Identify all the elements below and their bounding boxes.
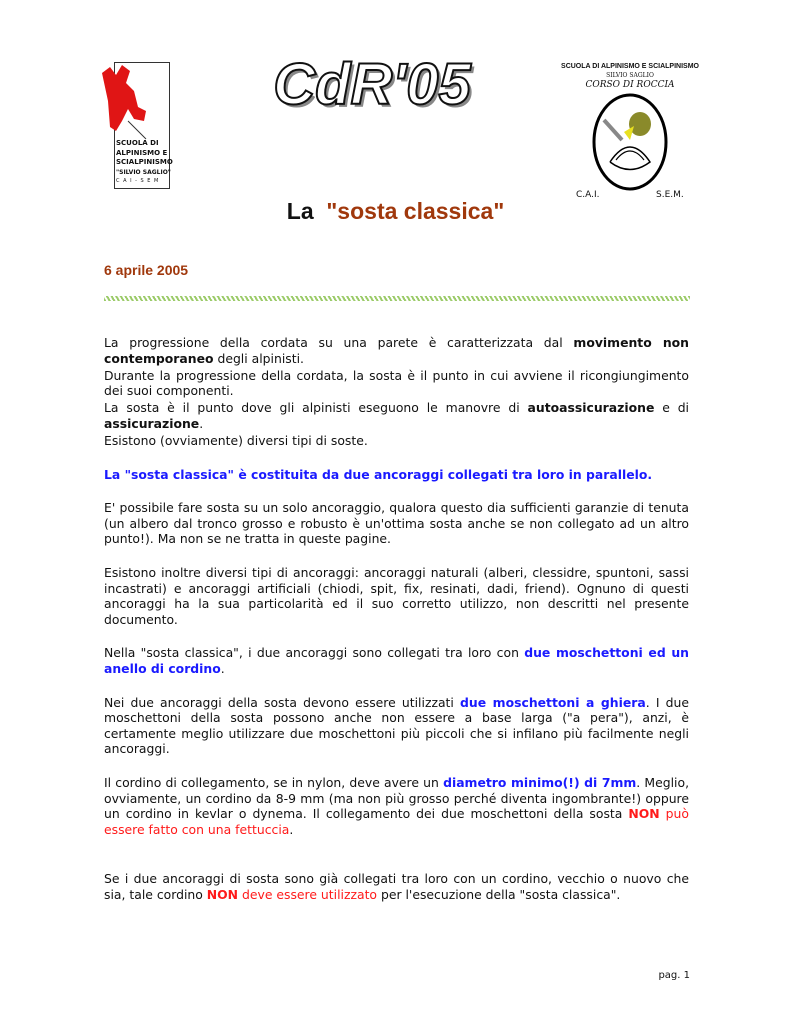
text: Se i due ancoraggi di sosta sono già collegati tra loro con un cordino, vecchio o nuovo che sia, tale cordino bbox=[104, 871, 689, 902]
highlight-text: diametro minimo(!) di 7mm bbox=[443, 774, 637, 790]
text: La sosta è il punto dove gli alpinisti eseguono le manovre di bbox=[104, 400, 528, 416]
text: . bbox=[289, 821, 294, 837]
cdr05-logo: CdR'05 bbox=[273, 52, 471, 117]
school-logo-left bbox=[100, 61, 172, 191]
left-logo-line: "SILVIO SAGLIO" bbox=[116, 168, 171, 176]
paragraph bbox=[104, 645, 689, 676]
highlight-text: due moschettoni a ghiera bbox=[460, 694, 646, 710]
left-logo-text bbox=[116, 139, 172, 187]
page-title bbox=[0, 198, 791, 225]
bold-text: assicurazione bbox=[104, 415, 200, 431]
text: La progressione della cordata su una parete è caratterizzata dal bbox=[104, 335, 574, 350]
document-date: 6 aprile 2005 bbox=[104, 262, 189, 278]
paragraph: Durante la progressione della cordata, la sosta è il punto in cui avviene il ricongiungimento dei suoi componenti. bbox=[104, 367, 689, 399]
text: degli alpinisti. bbox=[213, 350, 304, 366]
text: . Meglio, ovviamente, un cordino da 8-9 mm (ma non più grosso perché diventa ingombrante!) oppure un cordino in kevlar o dynema. Il collegamento dei due moschettoni della sosta bbox=[104, 774, 690, 822]
bold-text: autoassicurazione bbox=[527, 400, 655, 416]
text: Nella "sosta classica", i due ancoraggi sono collegati tra loro con bbox=[104, 645, 525, 661]
warning-text: NON bbox=[206, 886, 239, 902]
right-logo-sem: S.E.M. bbox=[656, 190, 684, 200]
text: Nei due ancoraggi della sosta devono essere utilizzati bbox=[104, 694, 461, 710]
warning-text: deve essere utilizzato bbox=[238, 886, 378, 902]
text: . I due moschettoni della sosta possono anche non essere a base larga ("a pera"), anzi, è certamente meglio utilizzare due moschettoni più piccoli che si infilano più facilmente negli ancoraggi. bbox=[104, 694, 690, 757]
paragraph bbox=[104, 871, 689, 902]
right-logo-cai: C.A.I. bbox=[576, 190, 600, 200]
left-logo-line: C A I - S E M bbox=[116, 178, 160, 184]
left-logo-line: SCUOLA DI bbox=[116, 139, 159, 147]
paragraph: E' possibile fare sosta su un solo ancoraggio, qualora questo dia sufficienti garanzie di tenuta (un albero dal tronco grosso e robusto è un'ottima sosta anche se non collegato ad un altro punto!). Ma non se ne tratta in queste pagine. bbox=[104, 500, 689, 547]
paragraph: Esistono (ovviamente) diversi tipi di soste. bbox=[104, 433, 368, 449]
corso-di-roccia-logo bbox=[561, 62, 699, 202]
paragraph bbox=[104, 695, 689, 757]
text: e di bbox=[654, 400, 689, 416]
text: . bbox=[199, 415, 204, 431]
highlight-text: due moschettoni ed un anello di cordino bbox=[104, 645, 689, 676]
title-quoted: "sosta classica" bbox=[326, 198, 505, 224]
climber-icon bbox=[100, 61, 172, 141]
right-logo-line3: CORSO DI ROCCIA bbox=[585, 80, 675, 90]
left-logo-line: ALPINISMO E bbox=[116, 148, 168, 157]
title-prefix: La bbox=[286, 198, 314, 224]
paragraph bbox=[104, 775, 689, 837]
paragraph bbox=[104, 400, 689, 431]
document-body bbox=[104, 335, 689, 921]
key-statement: La "sosta classica" è costituita da due ancoraggi collegati tra loro in parallelo. bbox=[104, 466, 653, 482]
warning-text: NON bbox=[628, 806, 660, 822]
text: per l'esecuzione della "sosta classica". bbox=[377, 886, 621, 902]
warning-text: può essere fatto con una fettuccia bbox=[104, 806, 689, 837]
paragraph: Esistono inoltre diversi tipi di ancoraggi: ancoraggi naturali (alberi, clessidre, spuntoni, sassi incastrati) e ancoraggi artificiali (chiodi, spit, fix, resinati, dadi, friend). Ognuno di questi ancoraggi ha la sua particolarità ed il suo corretto utilizzo, non descritti nel presente documento. bbox=[104, 565, 689, 627]
paragraph bbox=[104, 335, 689, 366]
right-logo-line1: SCUOLA DI ALPINISMO E SCIALPINISMO bbox=[561, 63, 699, 70]
right-logo-line2: SILVIO SAGLIO bbox=[606, 72, 654, 79]
text: . bbox=[220, 661, 225, 676]
page-number: pag. 1 bbox=[658, 970, 690, 981]
bold-text: movimento non contemporaneo bbox=[104, 335, 689, 366]
decorative-divider bbox=[104, 296, 690, 301]
text: Il cordino di collegamento, se in nylon, deve avere un bbox=[104, 774, 444, 790]
left-logo-line: SCIALPINISMO bbox=[116, 158, 173, 166]
